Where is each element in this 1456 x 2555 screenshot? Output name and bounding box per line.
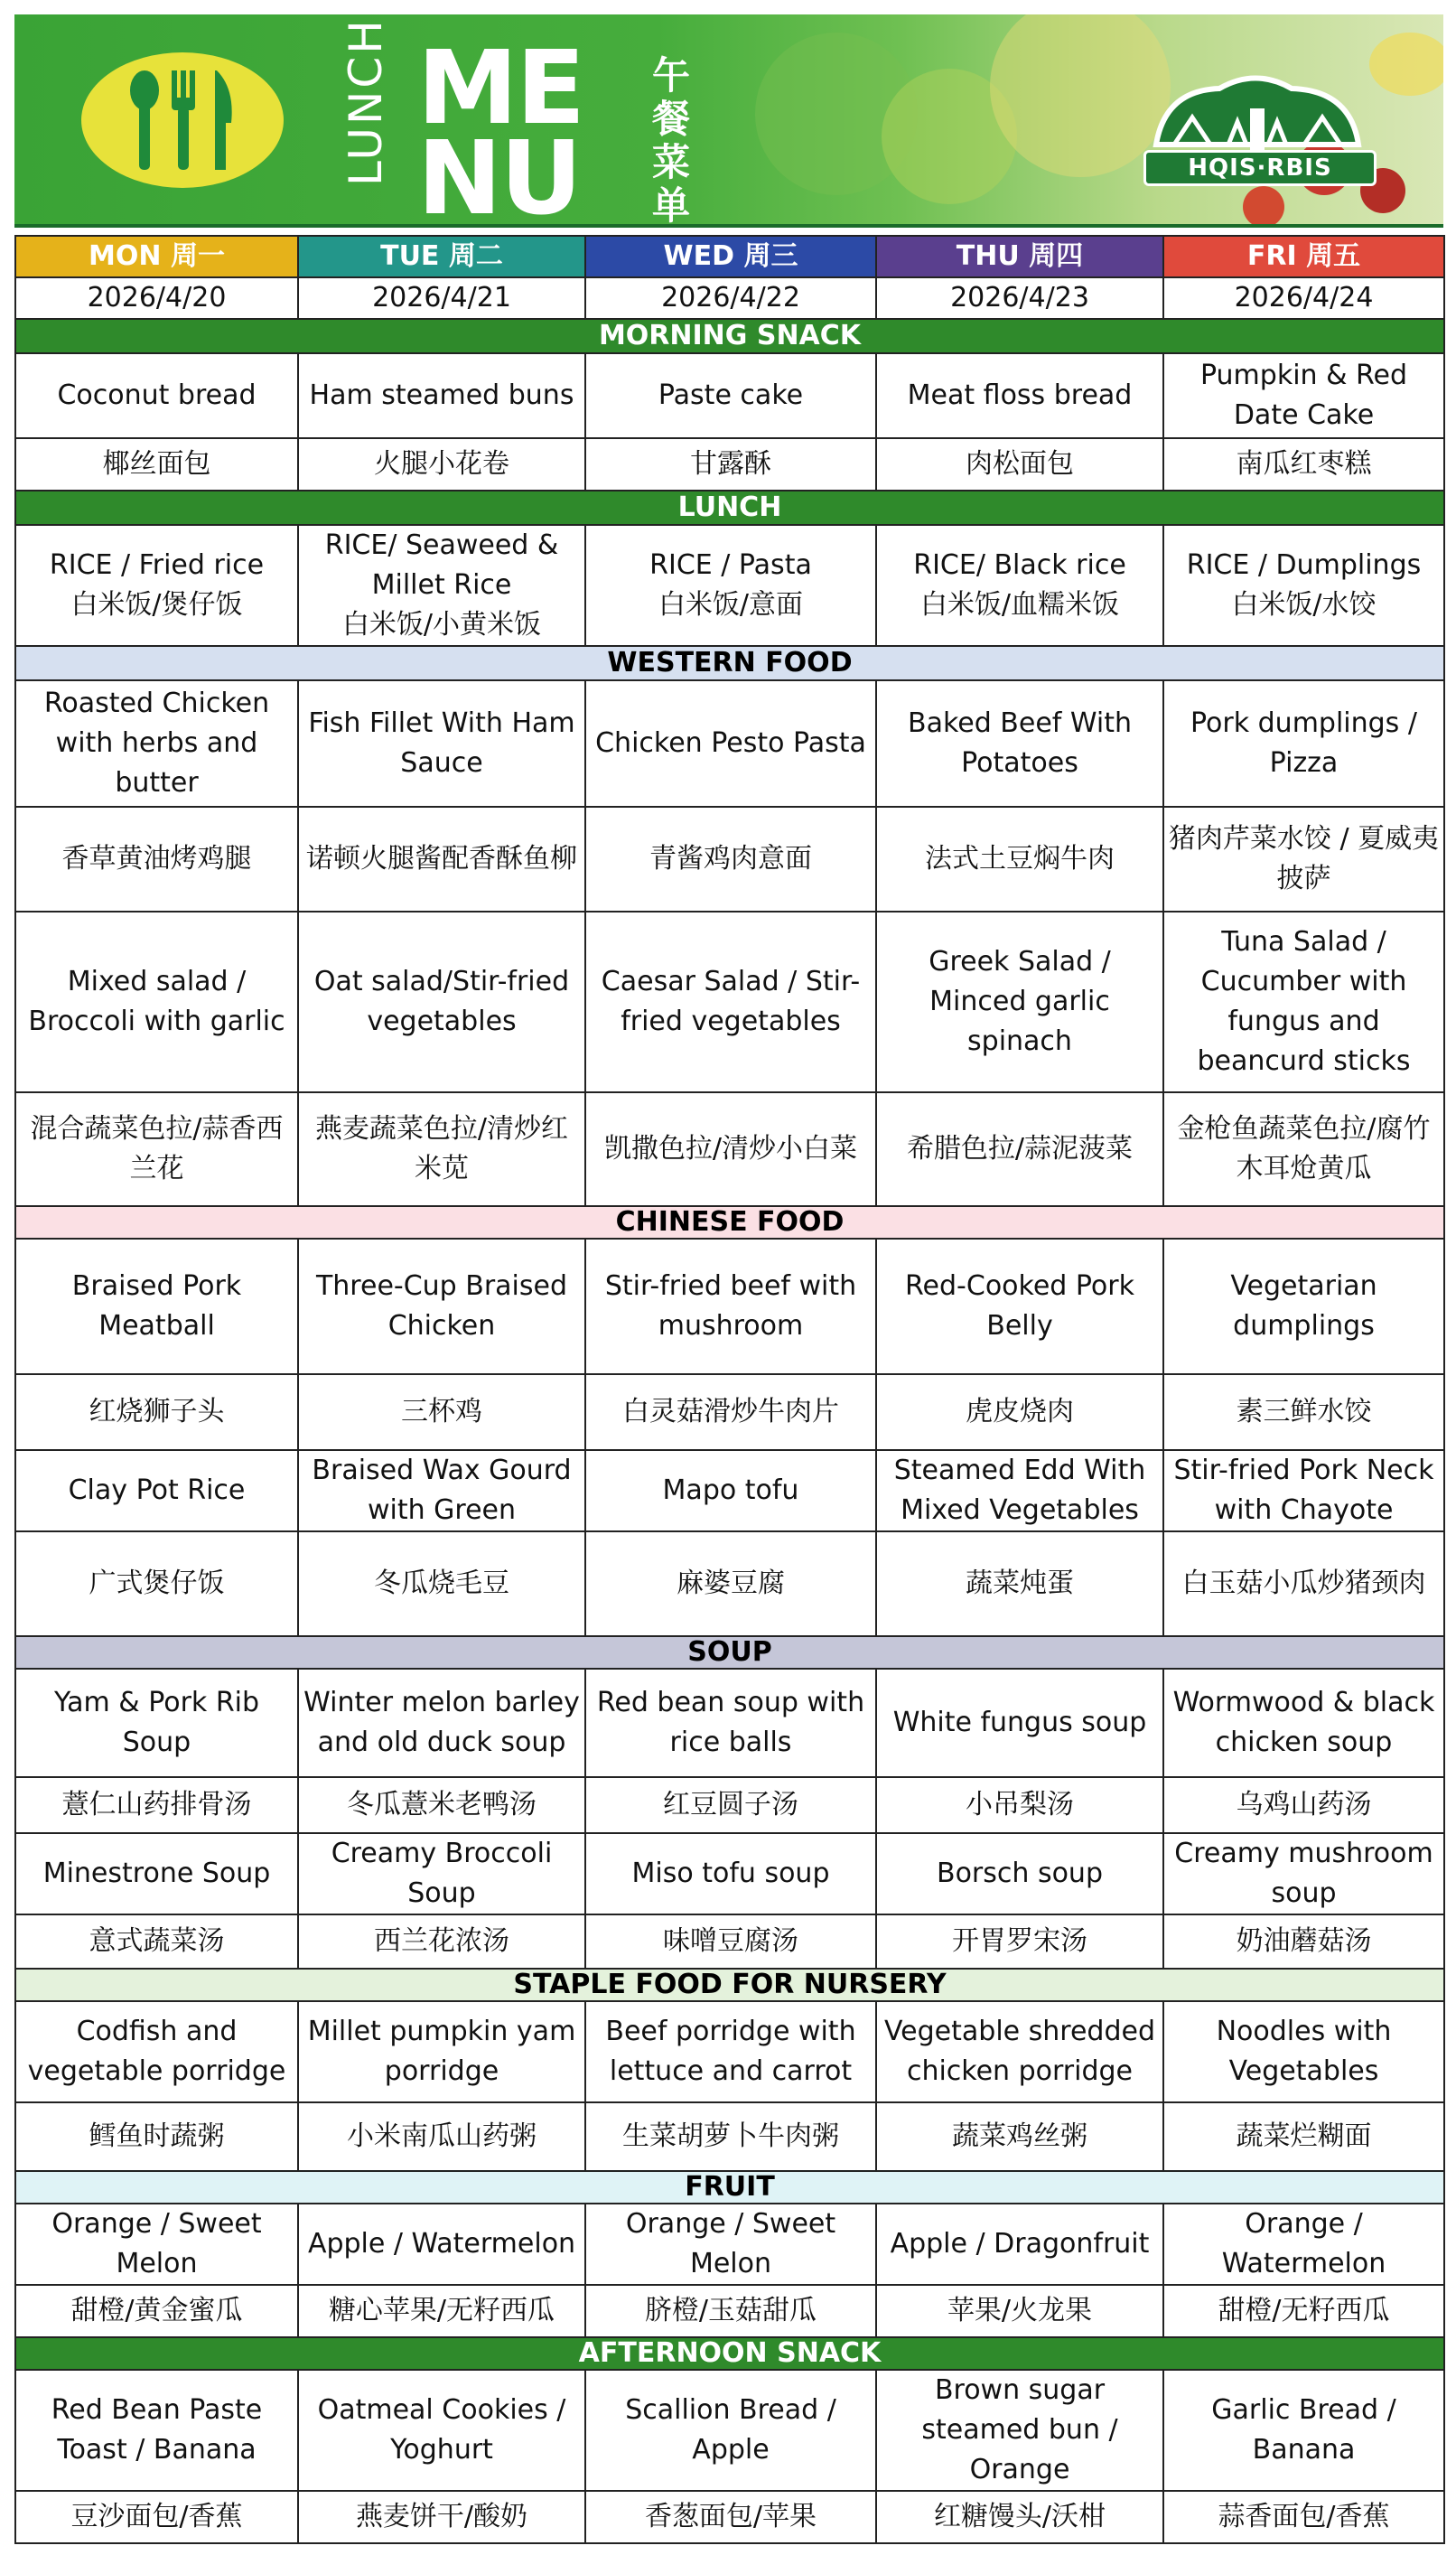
- section-title-morning-snack: MORNING SNACK: [15, 319, 1444, 353]
- chinese-menu-title: 午餐菜单: [651, 53, 690, 228]
- utensils-icon: [81, 52, 284, 188]
- menu-item-cn: 红烧狮子头: [15, 1374, 298, 1450]
- menu-table: [14, 235, 1445, 2544]
- menu-item-cn: 虎皮烧肉: [876, 1374, 1163, 1450]
- menu-item-en: Scallion Bread / Apple: [585, 2370, 876, 2491]
- menu-item-en: Wormwood & black chicken soup: [1163, 1669, 1444, 1777]
- menu-item-cn: 蔬菜鸡丝粥: [876, 2102, 1163, 2171]
- menu-item-cn: 冬瓜薏米老鸭汤: [298, 1777, 585, 1833]
- menu-item-en: Braised Wax Gourd with Green: [298, 1450, 585, 1531]
- lunch-rice-cn: 白米饭/水饺: [1231, 589, 1377, 621]
- menu-item-en: Mixed salad / Broccoli with garlic: [15, 912, 298, 1092]
- menu-row-western-salad-cn: [15, 1092, 1444, 1206]
- section-title-afternoon-snack: AFTERNOON SNACK: [15, 2337, 1444, 2370]
- day-header: MON 周一: [15, 236, 298, 277]
- menu-item-en: Tuna Salad / Cucumber with fungus and beancurd sticks: [1163, 912, 1444, 1092]
- lunch-rice-en: RICE/ Seaweed & Millet Rice: [324, 529, 559, 601]
- lunch-vertical-title: LUNCH: [340, 17, 392, 186]
- menu-item-cn: 椰丝面包: [15, 438, 298, 491]
- menu-item-cn: 白灵菇滑炒牛肉片: [585, 1374, 876, 1450]
- menu-item-en: Orange / Sweet Melon: [585, 2204, 876, 2285]
- menu-item-cn: 小吊梨汤: [876, 1777, 1163, 1833]
- section-title-chinese-food: CHINESE FOOD: [15, 1206, 1444, 1239]
- menu-item-cn: 混合蔬菜色拉/蒜香西兰花: [15, 1092, 298, 1206]
- menu-item-en: Oatmeal Cookies / Yoghurt: [298, 2370, 585, 2491]
- day-header-row: [15, 236, 1444, 277]
- menu-item-en: Noodles with Vegetables: [1163, 2001, 1444, 2102]
- menu-item-cn: 开胃罗宋汤: [876, 1914, 1163, 1969]
- menu-item-en: Vegetable shredded chicken porridge: [876, 2001, 1163, 2102]
- menu-row-soup-chinese-cn: [15, 1777, 1444, 1833]
- menu-item-en: Codfish and vegetable porridge: [15, 2001, 298, 2102]
- section-header-row: [15, 319, 1444, 353]
- menu-item-en: Garlic Bread / Banana: [1163, 2370, 1444, 2491]
- menu-item-en: Baked Beef With Potatoes: [876, 680, 1163, 807]
- day-header: TUE 周二: [298, 236, 585, 277]
- menu-item-cn: 南瓜红枣糕: [1163, 438, 1444, 491]
- menu-item-en: Chicken Pesto Pasta: [585, 680, 876, 807]
- menu-row-soup-chinese-en: [15, 1669, 1444, 1777]
- day-header: THU 周四: [876, 236, 1163, 277]
- menu-row-afternoon-snack-cn: [15, 2491, 1444, 2543]
- menu-row-fruit-cn: [15, 2285, 1444, 2337]
- section-header-row: [15, 646, 1444, 680]
- section-header-row: [15, 1969, 1444, 2001]
- menu-item-cn: 意式蔬菜汤: [15, 1914, 298, 1969]
- menu-item-en: Steamed Edd With Mixed Vegetables: [876, 1450, 1163, 1531]
- menu-row-afternoon-snack-en: [15, 2370, 1444, 2491]
- lunch-rice-cn: 白米饭/小黄米饭: [341, 609, 542, 641]
- menu-item-cn: 奶油蘑菇汤: [1163, 1914, 1444, 1969]
- lunch-rice-en: RICE / Fried rice: [49, 549, 265, 581]
- menu-item-cn: 希腊色拉/蒜泥菠菜: [876, 1092, 1163, 1206]
- menu-item-cn: 薏仁山药排骨汤: [15, 1777, 298, 1833]
- menu-row-chinese-second-cn: [15, 1531, 1444, 1636]
- menu-item-cn: 火腿小花卷: [298, 438, 585, 491]
- menu-row-lunch-rice: [15, 525, 1444, 646]
- menu-row-western-main-en: [15, 680, 1444, 807]
- day-date: 2026/4/22: [585, 277, 876, 319]
- lunch-rice-cell: [1163, 525, 1444, 646]
- menu-row-nursery-cn: [15, 2102, 1444, 2171]
- menu-item-cn: 猪肉芹菜水饺 / 夏威夷披萨: [1163, 807, 1444, 912]
- menu-item-cn: 燕麦蔬菜色拉/清炒红米苋: [298, 1092, 585, 1206]
- menu-row-chinese-main-en: [15, 1239, 1444, 1374]
- menu-title-top: ME: [417, 30, 583, 147]
- menu-item-en: Orange / Sweet Melon: [15, 2204, 298, 2285]
- menu-item-en: Red bean soup with rice balls: [585, 1669, 876, 1777]
- menu-item-cn: 小米南瓜山药粥: [298, 2102, 585, 2171]
- menu-item-en: Minestrone Soup: [15, 1833, 298, 1914]
- menu-item-cn: 甜橙/黄金蜜瓜: [15, 2285, 298, 2337]
- menu-banner: [14, 14, 1443, 228]
- menu-item-en: Creamy Broccoli Soup: [298, 1833, 585, 1914]
- menu-item-cn: 甘露酥: [585, 438, 876, 491]
- menu-item-en: Beef porridge with lettuce and carrot: [585, 2001, 876, 2102]
- menu-item-en: Ham steamed buns: [298, 353, 585, 438]
- menu-item-cn: 燕麦饼干/酸奶: [298, 2491, 585, 2543]
- menu-item-en: Borsch soup: [876, 1833, 1163, 1914]
- menu-row-chinese-main-cn: [15, 1374, 1444, 1450]
- menu-item-cn: 脐橙/玉菇甜瓜: [585, 2285, 876, 2337]
- menu-item-en: Oat salad/Stir-fried vegetables: [298, 912, 585, 1092]
- menu-item-cn: 凯撒色拉/清炒小白菜: [585, 1092, 876, 1206]
- menu-item-en: Red-Cooked Pork Belly: [876, 1239, 1163, 1374]
- menu-item-en: Clay Pot Rice: [15, 1450, 298, 1531]
- menu-row-soup-western-en: [15, 1833, 1444, 1914]
- menu-item-cn: 冬瓜烧毛豆: [298, 1531, 585, 1636]
- menu-row-nursery-en: [15, 2001, 1444, 2102]
- menu-item-cn: 麻婆豆腐: [585, 1531, 876, 1636]
- menu-item-en: Caesar Salad / Stir-fried vegetables: [585, 912, 876, 1092]
- section-title-fruit: FRUIT: [15, 2171, 1444, 2204]
- menu-item-en: Roasted Chicken with herbs and butter: [15, 680, 298, 807]
- menu-row-morning-snack-cn: [15, 438, 1444, 491]
- menu-item-cn: 味噌豆腐汤: [585, 1914, 876, 1969]
- menu-item-cn: 香葱面包/苹果: [585, 2491, 876, 2543]
- menu-item-en: Coconut bread: [15, 353, 298, 438]
- day-header: FRI 周五: [1163, 236, 1444, 277]
- day-date: 2026/4/20: [15, 277, 298, 319]
- menu-item-en: Winter melon barley and old duck soup: [298, 1669, 585, 1777]
- menu-item-en: Meat floss bread: [876, 353, 1163, 438]
- menu-item-en: Braised Pork Meatball: [15, 1239, 298, 1374]
- menu-item-en: Brown sugar steamed bun / Orange: [876, 2370, 1163, 2491]
- lunch-rice-en: RICE / Pasta: [649, 549, 812, 581]
- date-row: [15, 277, 1444, 319]
- menu-item-en: Creamy mushroom soup: [1163, 1833, 1444, 1914]
- lunch-rice-cell: [876, 525, 1163, 646]
- menu-item-en: Vegetarian dumplings: [1163, 1239, 1444, 1374]
- menu-item-cn: 三杯鸡: [298, 1374, 585, 1450]
- menu-row-chinese-second-en: [15, 1450, 1444, 1531]
- menu-item-cn: 西兰花浓汤: [298, 1914, 585, 1969]
- menu-row-western-main-cn: [15, 807, 1444, 912]
- menu-item-cn: 生菜胡萝卜牛肉粥: [585, 2102, 876, 2171]
- menu-item-cn: 青酱鸡肉意面: [585, 807, 876, 912]
- menu-item-en: Stir-fried beef with mushroom: [585, 1239, 876, 1374]
- lunch-rice-cell: [298, 525, 585, 646]
- lunch-rice-cn: 白米饭/血糯米饭: [919, 589, 1120, 621]
- menu-table-body: [15, 236, 1444, 2543]
- menu-item-cn: 广式煲仔饭: [15, 1531, 298, 1636]
- menu-item-en: Miso tofu soup: [585, 1833, 876, 1914]
- menu-item-cn: 乌鸡山药汤: [1163, 1777, 1444, 1833]
- lunch-rice-cn: 白米饭/煲仔饭: [70, 589, 243, 621]
- menu-row-western-salad-en: [15, 912, 1444, 1092]
- menu-item-cn: 香草黄油烤鸡腿: [15, 807, 298, 912]
- day-date: 2026/4/21: [298, 277, 585, 319]
- menu-item-en: Mapo tofu: [585, 1450, 876, 1531]
- menu-item-en: Orange / Watermelon: [1163, 2204, 1444, 2285]
- menu-item-cn: 白玉菇小瓜炒猪颈肉: [1163, 1531, 1444, 1636]
- menu-item-en: Apple / Watermelon: [298, 2204, 585, 2285]
- menu-item-cn: 蔬菜炖蛋: [876, 1531, 1163, 1636]
- menu-item-cn: 糖心苹果/无籽西瓜: [298, 2285, 585, 2337]
- menu-item-en: Paste cake: [585, 353, 876, 438]
- menu-item-en: Red Bean Paste Toast / Banana: [15, 2370, 298, 2491]
- school-name: HQIS·RBIS: [1143, 150, 1377, 186]
- section-header-row: [15, 2171, 1444, 2204]
- menu-item-en: Greek Salad / Minced garlic spinach: [876, 912, 1163, 1092]
- menu-item-en: Pumpkin & Red Date Cake: [1163, 353, 1444, 438]
- section-title-western-food: WESTERN FOOD: [15, 646, 1444, 680]
- menu-item-cn: 鳕鱼时蔬粥: [15, 2102, 298, 2171]
- utensils-logo: [81, 52, 284, 188]
- section-header-row: [15, 1206, 1444, 1239]
- menu-item-cn: 肉松面包: [876, 438, 1163, 491]
- menu-item-en: Yam & Pork Rib Soup: [15, 1669, 298, 1777]
- menu-item-cn: 蒜香面包/香蕉: [1163, 2491, 1444, 2543]
- lunch-rice-en: RICE/ Black rice: [913, 549, 1126, 581]
- section-title-lunch: LUNCH: [15, 491, 1444, 525]
- menu-item-cn: 诺顿火腿酱配香酥鱼柳: [298, 807, 585, 912]
- menu-item-cn: 法式土豆焖牛肉: [876, 807, 1163, 912]
- menu-item-en: Stir-fried Pork Neck with Chayote: [1163, 1450, 1444, 1531]
- menu-item-en: Millet pumpkin yam porridge: [298, 2001, 585, 2102]
- menu-item-cn: 金枪鱼蔬菜色拉/腐竹木耳炝黄瓜: [1163, 1092, 1444, 1206]
- menu-item-en: Three-Cup Braised Chicken: [298, 1239, 585, 1374]
- lunch-rice-cell: [15, 525, 298, 646]
- section-title-soup: SOUP: [15, 1636, 1444, 1669]
- lunch-rice-en: RICE / Dumplings: [1186, 549, 1422, 581]
- menu-item-cn: 素三鲜水饺: [1163, 1374, 1444, 1450]
- menu-item-en: Pork dumplings / Pizza: [1163, 680, 1444, 807]
- menu-row-morning-snack-en: [15, 353, 1444, 438]
- menu-item-en: White fungus soup: [876, 1669, 1163, 1777]
- day-header: WED 周三: [585, 236, 876, 277]
- menu-item-cn: 蔬菜烂糊面: [1163, 2102, 1444, 2171]
- menu-item-en: Apple / Dragonfruit: [876, 2204, 1163, 2285]
- menu-item-cn: 豆沙面包/香蕉: [15, 2491, 298, 2543]
- lunch-rice-cn: 白米饭/意面: [658, 589, 804, 621]
- menu-title-bottom: NU: [417, 120, 581, 228]
- menu-item-cn: 甜橙/无籽西瓜: [1163, 2285, 1444, 2337]
- section-header-row: [15, 1636, 1444, 1669]
- menu-item-cn: 苹果/火龙果: [876, 2285, 1163, 2337]
- section-header-row: [15, 491, 1444, 525]
- lunch-rice-cell: [585, 525, 876, 646]
- day-date: 2026/4/23: [876, 277, 1163, 319]
- menu-item-en: Fish Fillet With Ham Sauce: [298, 680, 585, 807]
- section-title-staple-nursery: STAPLE FOOD FOR NURSERY: [15, 1969, 1444, 2001]
- menu-item-cn: 红豆圆子汤: [585, 1777, 876, 1833]
- menu-row-fruit-en: [15, 2204, 1444, 2285]
- menu-row-soup-western-cn: [15, 1914, 1444, 1969]
- menu-item-cn: 红糖馒头/沃柑: [876, 2491, 1163, 2543]
- day-date: 2026/4/24: [1163, 277, 1444, 319]
- section-header-row: [15, 2337, 1444, 2370]
